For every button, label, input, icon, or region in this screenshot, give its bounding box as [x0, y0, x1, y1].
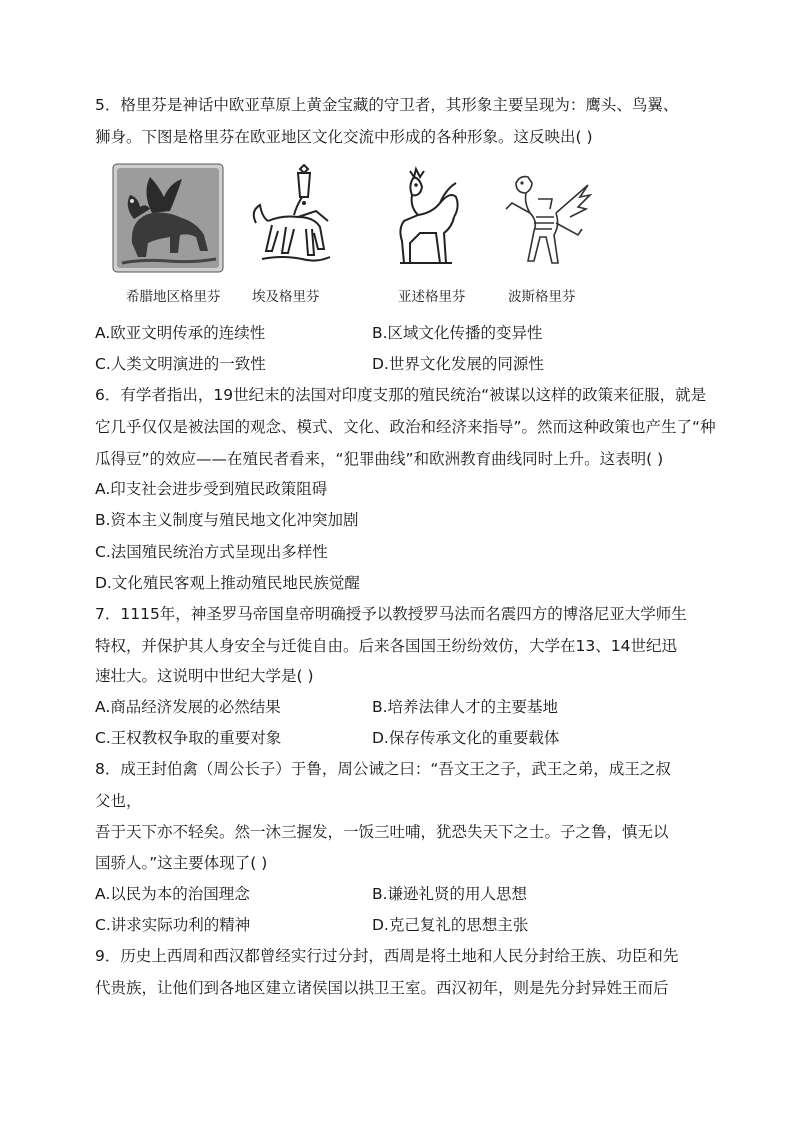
q8-stem-line-1: 8．成王封伯禽（周公长子）于鲁，周公诫之曰：“吾文王之子，武王之弟，成王之叔: [95, 760, 671, 778]
assyrian-griffin-image: [380, 163, 480, 275]
q5-option-a[interactable]: A.欧亚文明传承的连续性: [95, 324, 266, 342]
q7-option-c[interactable]: C.王权教权争取的重要对象: [95, 729, 282, 747]
q8-option-b[interactable]: B.谦逊礼贤的用人思想: [372, 885, 528, 903]
q7-option-b[interactable]: B.培养法律人才的主要基地: [372, 698, 559, 716]
q8-option-a[interactable]: A.以民为本的治国理念: [95, 885, 250, 903]
q8-stem-line-2: 父也，: [95, 792, 142, 810]
q7-stem-line-1: 7．1115年，神圣罗马帝国皇帝明确授予以教授罗马法而名震四方的博洛尼亚大学师生: [95, 605, 687, 623]
q8-option-d[interactable]: D.克己复礼的思想主张: [372, 916, 529, 934]
q6-option-a[interactable]: A.印支社会进步受到殖民政策阻碍: [95, 480, 328, 498]
caption-assyrian-griffin: 亚述格里芬: [398, 289, 466, 305]
q7-option-a[interactable]: A.商品经济发展的必然结果: [95, 698, 281, 716]
caption-egyptian-griffin: 埃及格里芬: [252, 289, 320, 305]
q8-stem-line-4: 国骄人。”这主要体现了( ): [95, 854, 268, 872]
q8-stem-line-3: 吾于天下亦不轻矣。然一沐三握发，一饭三吐哺，犹恐失天下之士。子之鲁，慎无以: [95, 823, 669, 841]
q5-option-d[interactable]: D.世界文化发展的同源性: [372, 355, 544, 373]
q9-stem-line-1: 9．历史上西周和西汉都曾经实行过分封，西周是将土地和人民分封给王族、功臣和先: [95, 947, 679, 965]
greek-griffin-image: [112, 163, 224, 273]
caption-greek-griffin: 希腊地区格里芬: [126, 289, 221, 305]
q9-stem-line-2: 代贵族，让他们到各地区建立诸侯国以拱卫王室。西汉初年，则是先分封异姓王而后: [95, 979, 669, 997]
persian-griffin-image: [498, 163, 594, 275]
q5-option-b[interactable]: B.区域文化传播的变异性: [372, 324, 543, 342]
q6-option-d[interactable]: D.文化殖民客观上推动殖民地民族觉醒: [95, 574, 360, 592]
q7-stem-line-2: 特权，并保护其人身安全与迁徙自由。后来各国国王纷纷效仿，大学在13、14世纪迅: [95, 637, 677, 655]
q6-option-c[interactable]: C.法国殖民统治方式呈现出多样性: [95, 543, 328, 561]
q8-option-c[interactable]: C.讲求实际功利的精神: [95, 916, 251, 934]
q6-stem-line-2: 它几乎仅仅是被法国的观念、模式、文化、政治和经济来指导”。然而这种政策也产生了“种: [95, 418, 716, 436]
q7-stem-line-3: 速壮大。这说明中世纪大学是( ): [95, 667, 314, 685]
q6-stem-line-3: 瓜得豆”的效应——在殖民者看来，“犯罪曲线”和欧洲教育曲线同时上升。这表明( ): [95, 450, 664, 468]
egyptian-griffin-image: [242, 163, 342, 275]
q5-option-c[interactable]: C.人类文明演进的一致性: [95, 355, 266, 373]
griffin-figure: [110, 163, 590, 308]
caption-persian-griffin: 波斯格里芬: [508, 289, 576, 305]
q6-option-b[interactable]: B.资本主义制度与殖民地文化冲突加剧: [95, 511, 359, 529]
q7-option-d[interactable]: D.保存传承文化的重要载体: [372, 729, 560, 747]
q6-stem-line-1: 6．有学者指出，19世纪末的法国对印度支那的殖民统治“被谋以这样的政策来征服，就是: [95, 386, 707, 404]
q5-stem-line-1: 5．格里芬是神话中欧亚草原上黄金宝藏的守卫者，其形象主要呈现为：鹰头、鸟翼、: [95, 96, 679, 114]
q5-stem-line-2: 狮身。下图是格里芬在欧亚地区文化交流中形成的各种形象。这反映出( ): [95, 128, 593, 146]
